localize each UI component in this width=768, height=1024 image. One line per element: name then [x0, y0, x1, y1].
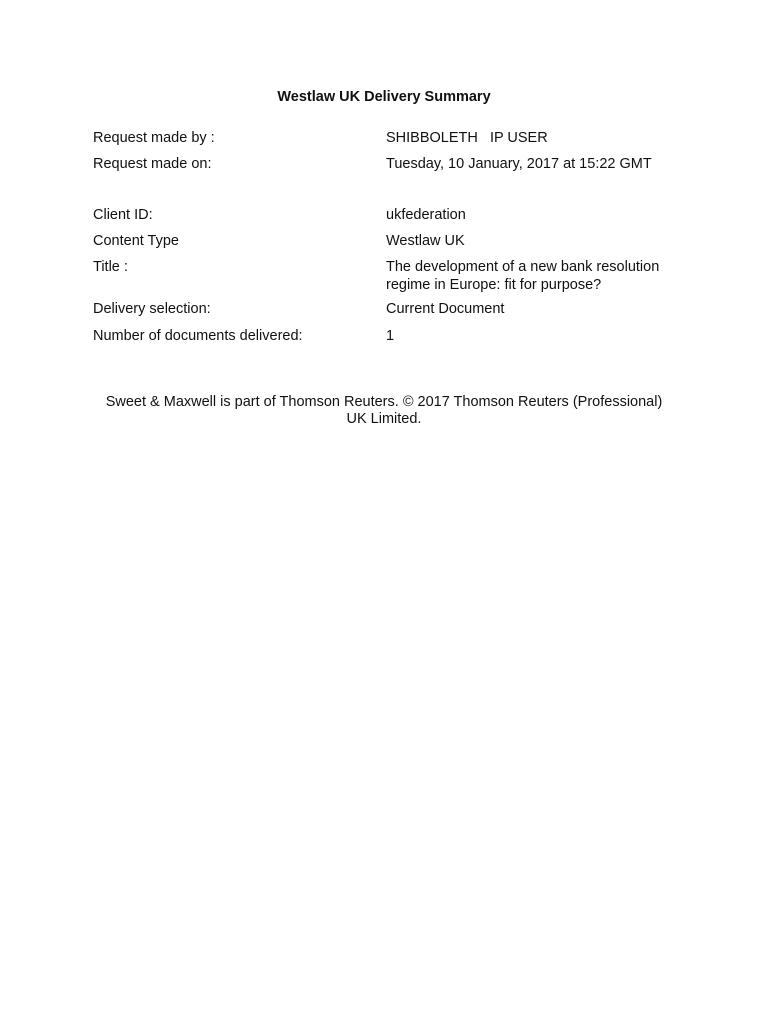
row-value: SHIBBOLETH IP USER: [386, 130, 548, 146]
row-value: ukfederation: [386, 207, 466, 223]
page-title: Westlaw UK Delivery Summary: [277, 89, 491, 105]
copyright-footer: Sweet & Maxwell is part of Thomson Reuters. © 2017 Thomson Reuters (Professional) UK Limited.: [105, 394, 663, 427]
row-label: Content Type: [93, 233, 179, 249]
row-label: Request made by :: [93, 130, 215, 146]
row-label: Number of documents delivered:: [93, 328, 303, 344]
row-label: Client ID:: [93, 207, 153, 223]
row-value: Current Document: [386, 301, 505, 317]
row-value: The development of a new bank resolution regime in Europe: fit for purpose?: [386, 259, 660, 293]
row-value: 1: [386, 328, 395, 344]
row-label: Delivery selection:: [93, 301, 211, 317]
row-value: Westlaw UK: [386, 233, 465, 249]
row-value: Tuesday, 10 January, 2017 at 15:22 GMT: [386, 156, 652, 172]
row-label: Request made on:: [93, 156, 212, 172]
row-label: Title :: [93, 259, 128, 275]
